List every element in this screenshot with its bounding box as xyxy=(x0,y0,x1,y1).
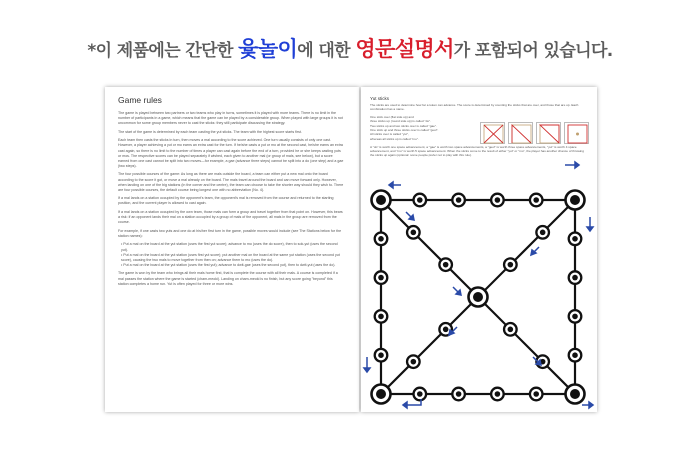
station-center xyxy=(411,230,417,236)
rules-bullet: • Put a mal on the board at the yut station (uses first yut score); put another mal on the board at the same yut station (uses the second yut score), causing the two mals to move together from then on; advance them to mo (uses the do). xyxy=(121,253,344,263)
headline-middle: 에 대한 xyxy=(297,41,356,61)
rules-paragraph: For example, if one casts two yuts and one do at his/her first turn in the game, possible moves would include (see The Stations below for the station names): xyxy=(118,228,342,238)
rules-bullet: • Put a mal on the board at the yut station (uses the first yut); advance to dwit-gae (uses the second yut), then to dwit-yut (uses the do). xyxy=(121,263,344,268)
station-center xyxy=(417,197,423,203)
yut-board-diagram xyxy=(361,87,597,412)
yut-score-line: three sticks up (round side up) is called "do". xyxy=(370,119,432,124)
yut-score-line: All sticks over is called "yut", xyxy=(370,132,409,137)
big-station-center xyxy=(570,389,580,399)
station-center xyxy=(443,262,449,268)
headline-prefix: *이 제품에는 간단한 xyxy=(87,41,239,61)
headline-suffix: 가 포함되어 있습니다. xyxy=(453,41,613,61)
yut-score-line: One stick over (flat side up) and xyxy=(370,115,414,120)
station-center xyxy=(533,391,539,397)
big-station-center xyxy=(473,292,483,302)
station-center xyxy=(378,314,384,320)
station-center xyxy=(572,275,578,281)
rules-paragraph: Each team then casts the sticks in turn, then moves a mal according to the score achieved. One turn usually consists of only one cast. However, a player achieving a yut or mo earns an extra cast for the turn. If he/she casts a yut or mo at the second cast, he/she earns an extra cast again, so there is no limit to the number of times a player can cast again before the end of a turn, provided he or she keeps casting yuts or mos. The respective scores can be played separately if wished, each given to another mal (or group of mals, see below), but a score earned from one cast cannot be split into two moves—for example, a gae (advance three steps) cannot be split into a do (one step) and a gae (two steps). xyxy=(118,138,344,168)
rules-paragraph: If a mal lands on a station occupied by the own team, those mals can form a group and travel together from that point on. However, this bears a risk: if an opponent lands their mal on a station occupied by a group of mals of the opponent, all mals in the group are removed from the course. xyxy=(118,210,343,225)
rules-paragraph: The four possible courses of the game: As long as there are mals outside the board, a team can either put a new mal onto the board according to the score it got, or move a mal already on the board. The mals travel around the board and can move forward only. However, when landing on one of the big stations (in the corner and the centre), the team can choose to take the shorter way should they wish to. There are four possible courses, the default course being longest one with no abbreviation (No. 4). xyxy=(118,172,344,192)
yut-sticks-intro: The sticks are used to determine how far a token can advance. The score is determined by counting the sticks that are over, and those that are up. Each combination has a name. xyxy=(370,103,579,112)
station-center xyxy=(540,230,546,236)
yut-sticks-title: Yut sticks xyxy=(370,96,390,101)
station-center xyxy=(572,352,578,358)
station-center xyxy=(495,197,501,203)
station-center xyxy=(456,197,462,203)
yut-score-line: One stick up and three sticks over is called "geol". xyxy=(370,127,439,132)
yut-score-line: Two sticks up and two sticks over is called "gae". xyxy=(370,123,437,128)
station-center xyxy=(495,391,501,397)
station-center xyxy=(572,314,578,320)
rules-bullet: • Put a mal on the board at the yut station (uses the first yut score); advance to mo (uses the do score), then to sok-yut (uses the second yut). xyxy=(121,242,344,252)
big-station-center xyxy=(570,195,580,205)
yut-sticks-page xyxy=(361,87,597,412)
rules-body xyxy=(118,111,344,290)
station-center xyxy=(378,236,384,242)
station-center xyxy=(533,197,539,203)
rules-paragraph: The start of the game is determined by each team casting the yut sticks. The team with the highest score starts first. xyxy=(118,129,302,134)
rules-paragraph: The game is played between two partners or two teams who play in turns, sometimes it is played with more teams. There is no limit in the number of participants in a game, which means that the game can be played by a considerable group. When played with large groups it is not uncommon for some group members never to cast the sticks: they still participate discussing the strategy. xyxy=(118,111,343,126)
station-center xyxy=(443,327,449,333)
rules-bullet-list xyxy=(118,242,344,267)
station-center xyxy=(508,262,514,268)
product-notice-headline xyxy=(0,33,700,63)
station-center xyxy=(508,327,514,333)
station-center xyxy=(411,359,417,365)
headline-game-name: 윷놀이 xyxy=(238,37,298,61)
big-station-center xyxy=(376,389,386,399)
station-center xyxy=(417,391,423,397)
yut-sticks-footer: A "do" is worth one space advancement, a "gae" is worth two space advancements, a "geol" is worth three space advancements, "yut" is worth 4 space advancement, and "mo" is worth 5 space advancement. When the sticks come to the result of either "yut" or "mo", the player has another chance of throwing the sticks up again (optional: some people prefer not to play with this rule). xyxy=(370,144,584,158)
rules-title: Game rules xyxy=(118,95,162,105)
station-center xyxy=(572,236,578,242)
station-center xyxy=(456,391,462,397)
yut-score-line: whereas all sticks up is called "mo". xyxy=(370,136,419,141)
headline-manual: 영문설명서 xyxy=(355,37,454,61)
station-center xyxy=(378,352,384,358)
big-station-center xyxy=(376,195,386,205)
station-center xyxy=(378,275,384,281)
rules-paragraph: If a mal lands on a station occupied by the opponent's team, the opponent's mal is removed from the course and returned to the starting position, and the current player is allowed to cast again. xyxy=(118,196,334,206)
rules-closing: The game is won by the team who brings all their mals home first, that is complete the course with all their mals. A course is completed if a mal passes the station where the game is started (cham-meoki). Landing on cham-meoki is no finish, but any score going "beyond" this station completes a home run. Yut is often played for three or more wins. xyxy=(118,271,338,286)
rules-manual-page xyxy=(105,87,359,412)
